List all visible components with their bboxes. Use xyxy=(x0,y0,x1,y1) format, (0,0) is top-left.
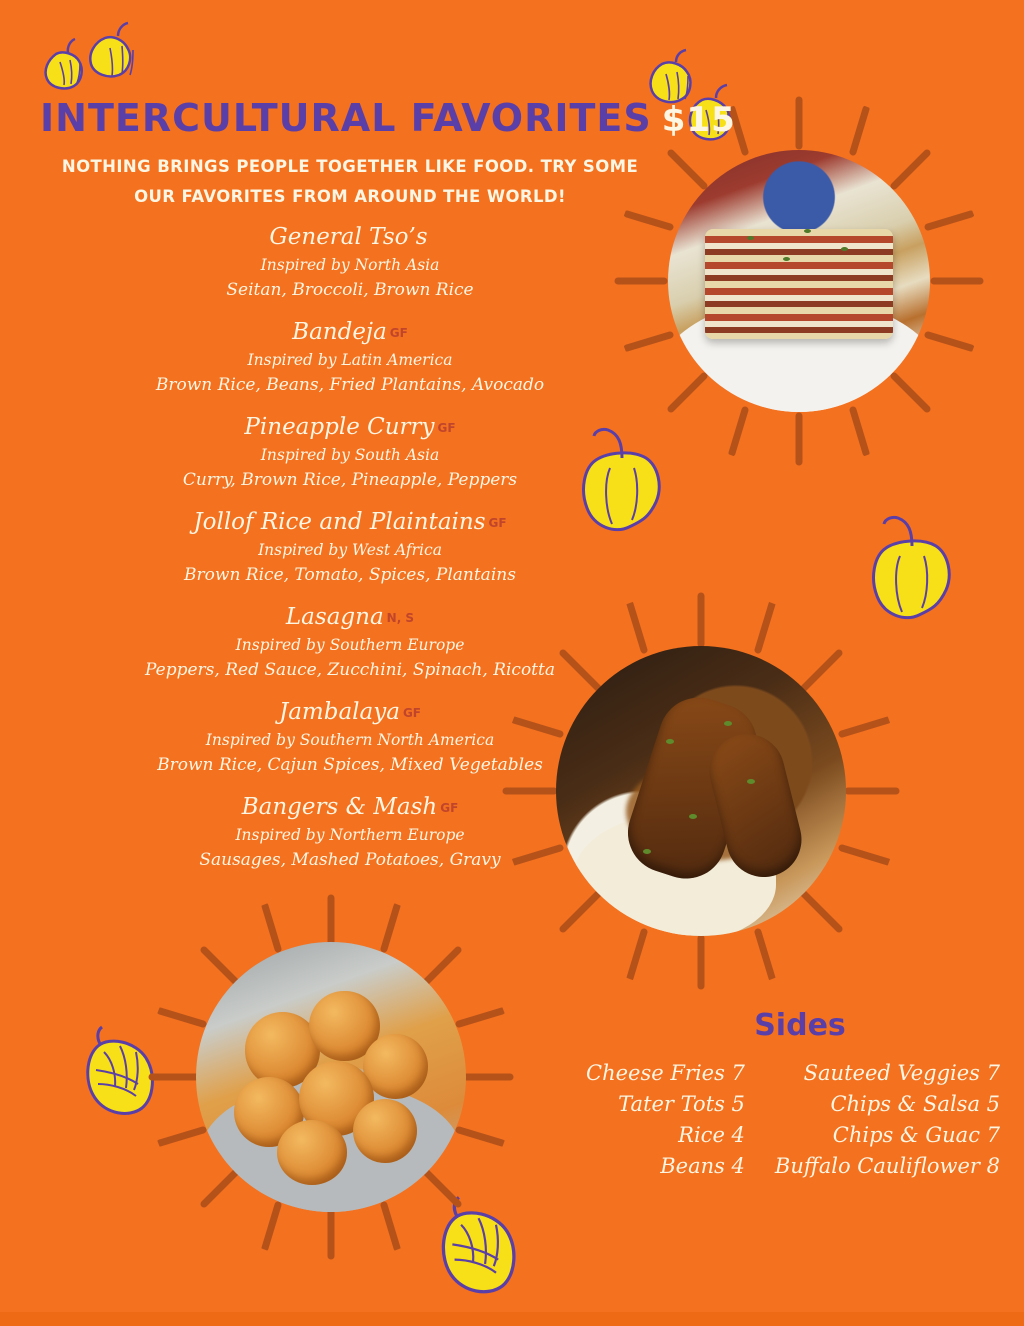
menu-item-tag: N, S xyxy=(386,611,415,625)
side-item: Tater Tots 5 xyxy=(618,1092,745,1116)
menu-item-description: Peppers, Red Sauce, Zucchini, Spinach, Ricotta xyxy=(145,660,555,680)
menu-item-name-text: Bangers & Mash xyxy=(241,794,438,820)
menu-item-origin: Inspired by Southern Europe xyxy=(235,636,465,654)
menu-item-name-text: Bandeja xyxy=(292,319,387,345)
menu-item-name xyxy=(30,697,670,728)
menu-item-description: Brown Rice, Cajun Spices, Mixed Vegetables xyxy=(157,755,543,775)
side-item: Chips & Guac 7 xyxy=(832,1123,1000,1147)
sides-list xyxy=(520,1058,1000,1182)
sides-column-left xyxy=(520,1058,745,1182)
side-item: Sauteed Veggies 7 xyxy=(803,1061,1000,1085)
menu-item xyxy=(30,222,670,303)
menu-item-name xyxy=(30,222,670,253)
menu-item xyxy=(30,602,670,683)
menu-item-origin: Inspired by West Africa xyxy=(258,541,442,559)
menu-item xyxy=(30,792,670,873)
page-price: $15 xyxy=(661,100,736,140)
page-subtitle: NOTHING BRINGS PEOPLE TOGETHER LIKE FOOD. TRY SOME OUR FAVORITES FROM AROUND THE WORLD! xyxy=(61,157,639,206)
menu-item-name xyxy=(30,317,670,348)
side-item: Chips & Salsa 5 xyxy=(830,1092,1000,1116)
sides-column-right xyxy=(775,1058,1000,1182)
menu-item xyxy=(30,412,670,493)
menu-item-name xyxy=(30,602,670,633)
menu-item-origin: Inspired by South Asia xyxy=(260,446,440,464)
buffalo-cauliflower-photo xyxy=(196,942,466,1212)
menu-item-description: Brown Rice, Tomato, Spices, Plantains xyxy=(184,565,516,585)
menu-item xyxy=(30,697,670,778)
menu-item-tag: GF xyxy=(402,706,421,720)
side-item: Rice 4 xyxy=(678,1123,745,1147)
menu-item-name-text: Jollof Rice and Plaintains xyxy=(193,509,486,535)
lasagna-photo xyxy=(668,150,930,412)
menu-item-origin: Inspired by Latin America xyxy=(247,351,453,369)
menu-item-tag: GF xyxy=(440,801,459,815)
menu-item xyxy=(30,507,670,588)
menu-item xyxy=(30,317,670,398)
bottom-edge-bar xyxy=(0,1312,1024,1326)
menu-item-name xyxy=(30,412,670,443)
menu-list xyxy=(30,222,670,887)
menu-item-name-text: Pineapple Curry xyxy=(244,414,435,440)
menu-item-description: Curry, Brown Rice, Pineapple, Peppers xyxy=(182,470,518,490)
side-item: Buffalo Cauliflower 8 xyxy=(774,1154,1000,1178)
page-title-text: INTERCULTURAL FAVORITES xyxy=(40,96,652,140)
sides-title: Sides xyxy=(754,1008,846,1043)
menu-item-name-text: Jambalaya xyxy=(279,699,400,725)
menu-item-name-text: Lasagna xyxy=(285,604,384,630)
menu-item-tag: GF xyxy=(389,326,408,340)
page-title xyxy=(40,96,736,140)
menu-item-tag: GF xyxy=(488,516,507,530)
menu-item-description: Sausages, Mashed Potatoes, Gravy xyxy=(199,850,501,870)
menu-item-origin: Inspired by Northern Europe xyxy=(235,826,465,844)
menu-item-description: Brown Rice, Beans, Fried Plantains, Avocado xyxy=(155,375,545,395)
onion-garlic-icon xyxy=(30,20,160,105)
menu-item-name xyxy=(30,507,670,538)
menu-item-origin: Inspired by North Asia xyxy=(260,256,440,274)
side-item: Beans 4 xyxy=(660,1154,745,1178)
menu-item-tag: GF xyxy=(437,421,456,435)
menu-item-name-text: General Tso’s xyxy=(269,224,428,250)
side-item: Cheese Fries 7 xyxy=(586,1061,745,1085)
bell-pepper-icon-2 xyxy=(856,508,966,633)
menu-item-description: Seitan, Broccoli, Brown Rice xyxy=(226,280,474,300)
menu-item-origin: Inspired by Southern North America xyxy=(205,731,495,749)
menu-item-name xyxy=(30,792,670,823)
